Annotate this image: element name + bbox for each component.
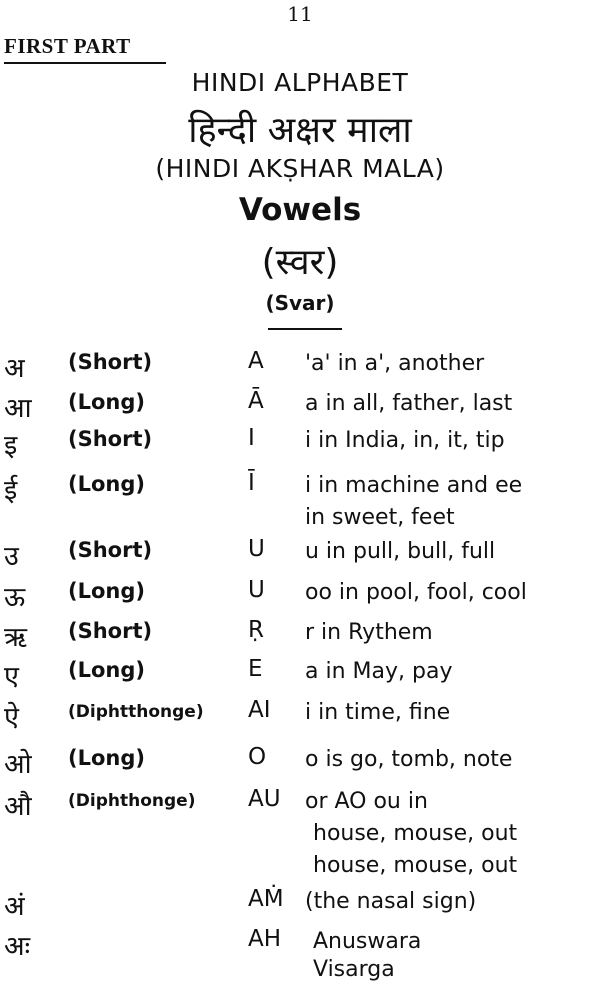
vowel-example: u in pull, bull, full <box>305 539 496 564</box>
part-heading-underline <box>4 62 166 64</box>
vowel-letter: औ <box>4 791 32 822</box>
vowel-roman: A <box>248 348 264 374</box>
vowel-example: i in time, fine <box>305 700 451 725</box>
vowel-letter: ओ <box>4 749 32 780</box>
vowel-example: oo in pool, fool, cool <box>305 580 527 605</box>
vowel-example: Anuswara <box>313 929 422 954</box>
vowel-roman: AU <box>248 786 281 812</box>
vowel-roman: E <box>248 656 263 682</box>
vowel-type: (Long) <box>68 746 145 770</box>
vowel-roman: Ā <box>248 388 264 414</box>
vowel-type: (Long) <box>68 472 145 496</box>
vowel-roman: U <box>248 577 265 603</box>
vowel-roman: AṀ <box>248 886 284 912</box>
vowel-letter: अं <box>4 891 25 922</box>
vowel-roman: I <box>248 425 255 451</box>
title-transliteration: (HINDI AKṢHAR MALA) <box>155 154 445 183</box>
vowel-example: a in all, father, last <box>305 391 513 416</box>
vowel-type: (Long) <box>68 579 145 603</box>
vowel-example: i in India, in, it, tip <box>305 428 505 453</box>
vowel-letter: उ <box>4 541 19 572</box>
vowel-example-continued: house, mouse, out <box>313 821 518 846</box>
vowel-roman: AH <box>248 926 282 952</box>
part-heading: FIRST PART <box>4 34 131 58</box>
vowel-example: r in Rythem <box>305 620 433 645</box>
vowel-example: i in machine and ee <box>305 473 523 498</box>
vowel-type: (Diphtthonge) <box>68 702 204 722</box>
vowel-letter: ऐ <box>4 702 19 733</box>
vowel-roman: Ṛ <box>248 617 264 643</box>
vowel-roman: Ī <box>248 470 255 496</box>
vowel-type: (Short) <box>68 427 153 451</box>
vowel-type: (Long) <box>68 658 145 682</box>
vowel-letter: अ <box>4 353 25 384</box>
vowel-type: (Long) <box>68 390 145 414</box>
section-transliteration: (Svar) <box>265 291 335 315</box>
title-english: HINDI ALPHABET <box>191 68 409 97</box>
vowel-example-continued: in sweet, feet <box>305 505 455 530</box>
title-hindi: हिन्दी अक्षर माला <box>188 110 412 151</box>
vowel-example: o is go, tomb, note <box>305 747 513 772</box>
section-divider <box>268 328 342 330</box>
vowel-type: (Short) <box>68 538 153 562</box>
vowel-letter: अः <box>4 931 31 962</box>
vowel-letter: ऋ <box>4 622 28 653</box>
vowel-letter: ई <box>4 475 18 506</box>
vowel-example: a in May, pay <box>305 659 453 684</box>
vowel-letter: ऊ <box>4 582 26 613</box>
vowel-roman: AI <box>248 697 271 723</box>
vowel-letter: आ <box>4 393 32 424</box>
vowel-type: (Short) <box>68 619 153 643</box>
vowel-example: or AO ou in <box>305 789 428 814</box>
vowel-letter: ए <box>4 661 19 692</box>
vowel-example: 'a' in a', another <box>305 351 485 376</box>
vowel-roman: U <box>248 536 265 562</box>
section-title-hindi: (स्वर) <box>261 242 339 283</box>
vowel-letter: इ <box>4 430 18 461</box>
vowel-example-continued: house, mouse, out <box>313 853 518 878</box>
vowel-type: (Short) <box>68 350 153 374</box>
vowel-example-continued: Visarga <box>313 957 395 982</box>
vowel-type: (Diphthonge) <box>68 791 196 811</box>
section-title: Vowels <box>238 192 362 228</box>
page-number: 11 <box>287 2 313 26</box>
vowel-roman: O <box>248 744 267 770</box>
vowel-example: (the nasal sign) <box>305 889 477 914</box>
